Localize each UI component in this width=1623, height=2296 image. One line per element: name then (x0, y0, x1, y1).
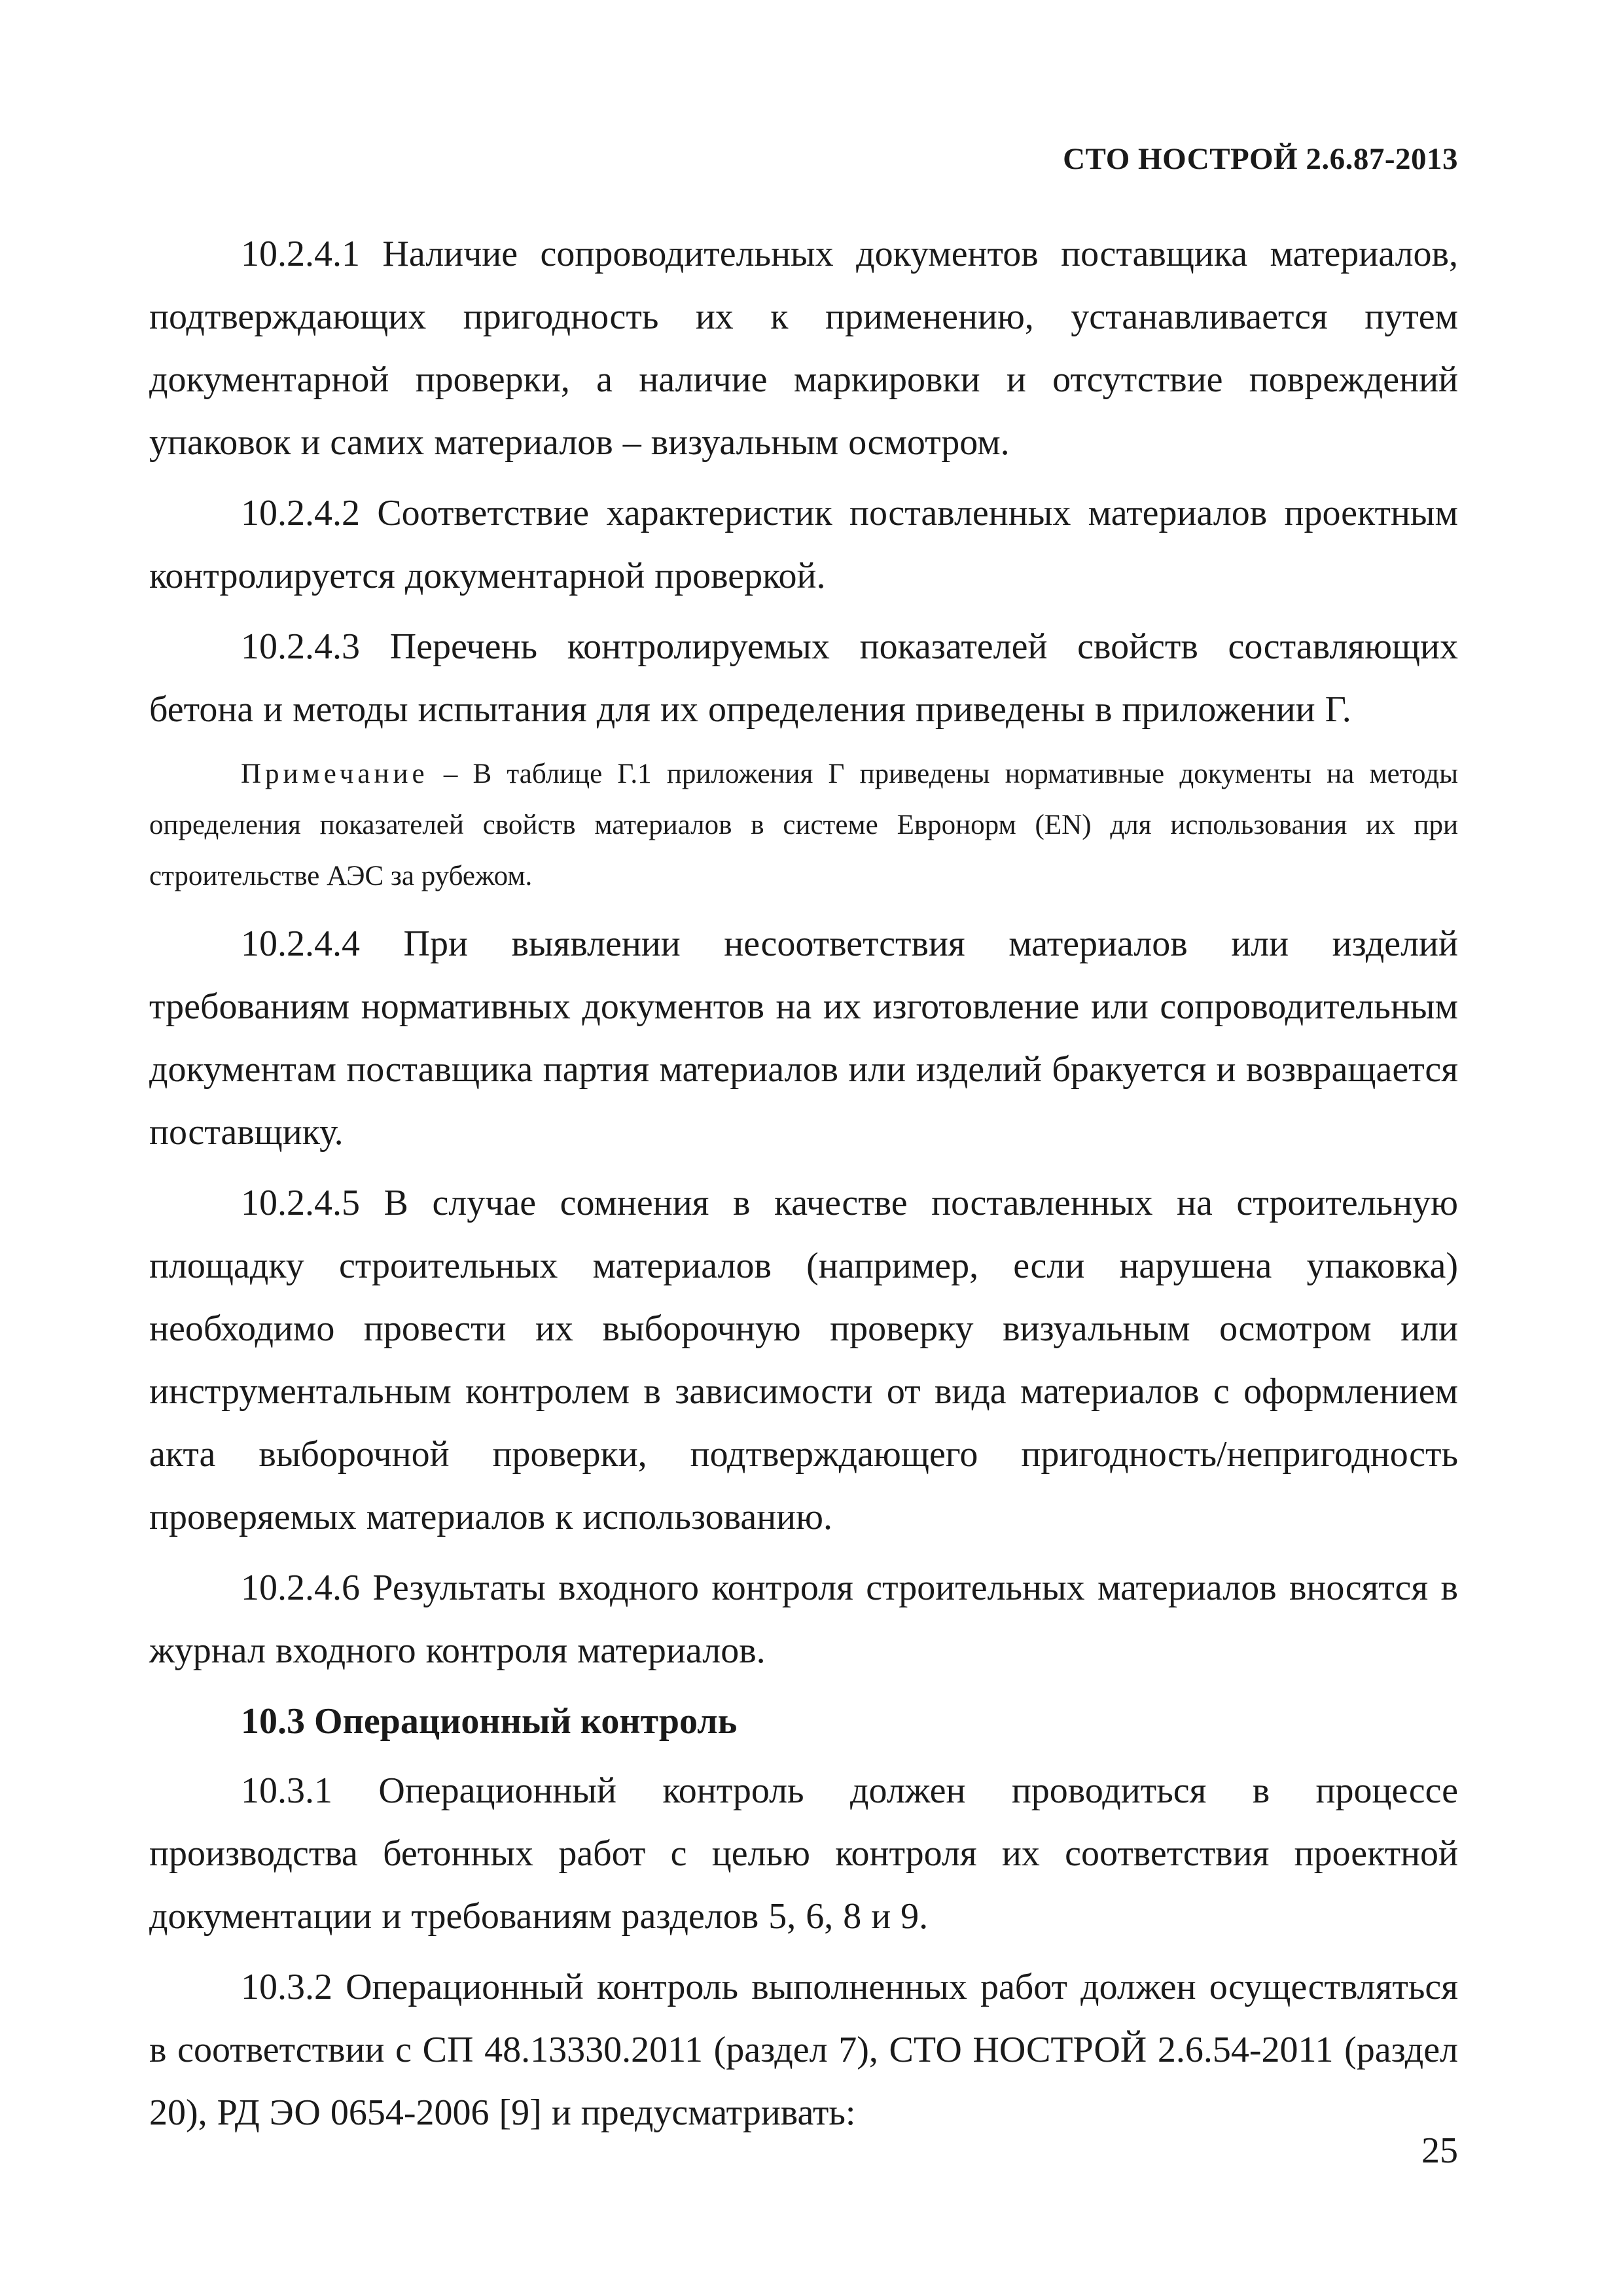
document-code-header: СТО НОСТРОЙ 2.6.87-2013 (1063, 142, 1458, 176)
note-text: – В таблице Г.1 приложения Г приведены нормативные документы на методы определения показателей свойств материалов в системе Евронорм (EN) для использования их при строительстве АЭС за рубежом. (149, 759, 1458, 891)
paragraph-10-2-4-2: 10.2.4.2 Соответствие характеристик поставленных материалов проектным контролируется документарной проверкой. (149, 493, 1458, 596)
page-number: 25 (1421, 2130, 1458, 2171)
paragraph-10-2-4-1: 10.2.4.1 Наличие сопроводительных документов поставщика материалов, подтверждающих пригодность их к применению, устанавливается путем документарной проверки, а наличие маркировки и отсутствие повреждений упаковок и самих материалов – визуальным осмотром. (149, 234, 1458, 463)
document-page (149, 0, 1458, 2296)
paragraph-10-3-1: 10.3.1 Операционный контроль должен проводиться в процессе производства бетонных работ с целью контроля их соответствия проектной документации и требованиям разделов 5, 6, 8 и 9. (149, 1770, 1458, 1937)
note (149, 749, 1458, 902)
paragraph-10-2-4-4: 10.2.4.4 При выявлении несоответствия материалов или изделий требованиям нормативных документов на их изготовление или сопроводительным документам поставщика партия материалов или изделий бракуется и возвращается поставщику. (149, 924, 1458, 1153)
body-text (149, 223, 1458, 2152)
note-label: Примечание (241, 759, 429, 789)
section-title-10-3: 10.3 Операционный контроль (241, 1701, 738, 1742)
paragraph-10-2-4-6: 10.2.4.6 Результаты входного контроля строительных материалов вносятся в журнал входного контроля материалов. (149, 1568, 1458, 1671)
paragraph-10-3-2: 10.3.2 Операционный контроль выполненных работ должен осуществляться в соответствии с СП 48.13330.2011 (раздел 7), СТО НОСТРОЙ 2.6.54-2011 (раздел 20), РД ЭО 0654-2006 [9] и предусматривать: (149, 1967, 1458, 2133)
paragraph-10-2-4-5: 10.2.4.5 В случае сомнения в качестве поставленных на строительную площадку строительных материалов (например, если нарушена упаковка) необходимо провести их выборочную проверку визуальным осмотром или инструментальным контролем в зависимости от вида материалов с оформлением акта выборочной проверки, подтверждающего пригодность/непригодность проверяемых материалов к использованию. (149, 1183, 1458, 1537)
paragraph-10-2-4-3: 10.2.4.3 Перечень контролируемых показателей свойств составляющих бетона и методы испытания для их определения приведены в приложении Г. (149, 626, 1458, 730)
